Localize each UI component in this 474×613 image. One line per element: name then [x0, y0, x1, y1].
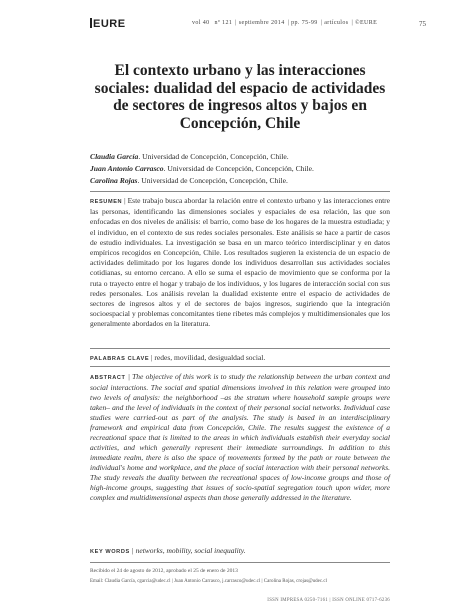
- key-words-text: | networks, mobility, social inequality.: [131, 546, 246, 555]
- divider: [90, 348, 390, 349]
- volume: vol 40: [192, 20, 210, 26]
- palabras-clave-block: [90, 353, 390, 364]
- resumen-block: [90, 196, 390, 330]
- journal-name: EURE: [93, 18, 126, 30]
- author-name: Claudia García: [90, 152, 139, 161]
- author-list: [90, 151, 390, 187]
- author-emails: Email: Claudia García, cgarcia@udec.cl | Juan Antonio Carrasco, j.carrasco@udec.cl | Carolina Rojas, crojas@udec.cl: [90, 579, 327, 584]
- page-number: 75: [419, 20, 426, 28]
- author-entry: [90, 163, 390, 175]
- author-affiliation: . Universidad de Concepción, Concepción, Chile.: [137, 176, 288, 185]
- issue-meta: vol 40 nº 121 | septiembre 2014 | pp. 75-99 | artículos | ©EURE: [192, 20, 378, 26]
- palabras-clave-label: PALABRAS CLAVE: [90, 356, 150, 362]
- abstract-block: [90, 372, 390, 503]
- abstract-label: ABSTRACT: [90, 375, 126, 381]
- author-affiliation: . Universidad de Concepción, Concepción, Chile.: [138, 152, 289, 161]
- article-title: El contexto urbano y las interacciones sociales: dualidad del espacio de actividades de sectores de ingresos altos y bajos en Concepción, Chile: [94, 62, 386, 132]
- journal-logo: [90, 18, 126, 30]
- author-entry: [90, 151, 390, 163]
- author-affiliation: . Universidad de Concepción, Concepción, Chile.: [163, 164, 314, 173]
- key-words-label: KEY WORDS: [90, 549, 130, 555]
- divider: [90, 562, 390, 563]
- author-name: Carolina Rojas: [90, 176, 138, 185]
- section: artículos: [324, 20, 349, 26]
- divider: [90, 366, 390, 367]
- brand: ©EURE: [355, 20, 378, 26]
- divider: [90, 191, 390, 192]
- resumen-text: | Este trabajo busca abordar la relación entre el contexto urbano y las interacciones entre las personas, identificando las dimensiones sociales y espaciales de esa relación, las que son enfocadas en dos niveles de análisis: el barrio, como base de los hogares de la muestra estudiada; y el individuo, en el contexto de sus redes sociales personales. Este análisis se hace a partir de casos de estudio individuales. La investigación se basa en un marco teórico interdisciplinar y en datos empíricos recogidos en Concepción, Chile. Los resultados sugieren la existencia de un espacio de actividades delimitado por los lugares donde los individuos desarrollan sus actividades sociales cotidianas, su entorno cercano. A ello se suma el espacio de movimiento que se conforma por la ruta o trayecto entre el hogar y trabajo de los individuos, y los lugares de interacción social con sus redes personales. Los análisis revelan la dualidad existente entre el espacio de actividades de sectores de ingresos altos y el de sectores de bajos ingresos, sugiriendo que la integración socioespacial y problemas concomitantes tiene ribetes más complejos y multidimensionales que los generalmente abordados en la literatura.: [90, 196, 391, 329]
- palabras-clave-text: | redes, movilidad, desigualdad social.: [151, 353, 266, 362]
- resumen-label: RESUMEN: [90, 199, 123, 205]
- logo-bar-icon: [90, 18, 92, 28]
- author-entry: [90, 175, 390, 187]
- issn-footer: ISSN IMPRESA 0250-7161 | ISSN ONLINE 0717-6236: [267, 598, 390, 603]
- journal-header: [0, 18, 474, 34]
- received-dates: Recibido el 24 de agosto de 2012, aprobado el 25 de enero de 2013: [90, 568, 238, 574]
- key-words-block: [90, 546, 390, 557]
- issue-date: septiembre 2014: [238, 20, 285, 26]
- author-name: Juan Antonio Carrasco: [90, 164, 164, 173]
- issue-number: nº 121: [214, 20, 233, 26]
- page-range: pp. 75-99: [291, 20, 318, 26]
- abstract-text: | The objective of this work is to study the relationship between the urban context and social interactions. The social and spatial dimensions involved in this relation were grouped into two levels of analysis: the neighborhood –as the stratum where household sample groups were taken– and the level of individuals in the context of their personal social networks. Individual case studies were carried-out as part of the analysis. The study is based in an interdisciplinary framework and empirical data from Concepción, Chile. The results suggest the existence of a recreational space that is limited to the areas in which individuals establish their everyday social activities, and which generally represent their immediate surroundings. In addition to this immediate realm, there is also the space of movements formed by the path or route between the individual's home and workplace, and the place of social interaction with their personal networks. The study reveals the duality between the recreational spaces of low-income groups and those of high-income groups, suggesting that issues of socio-spatial segregation touch upon wider, more complex and multidimensional aspects than those generally addressed in the literature.: [90, 372, 390, 502]
